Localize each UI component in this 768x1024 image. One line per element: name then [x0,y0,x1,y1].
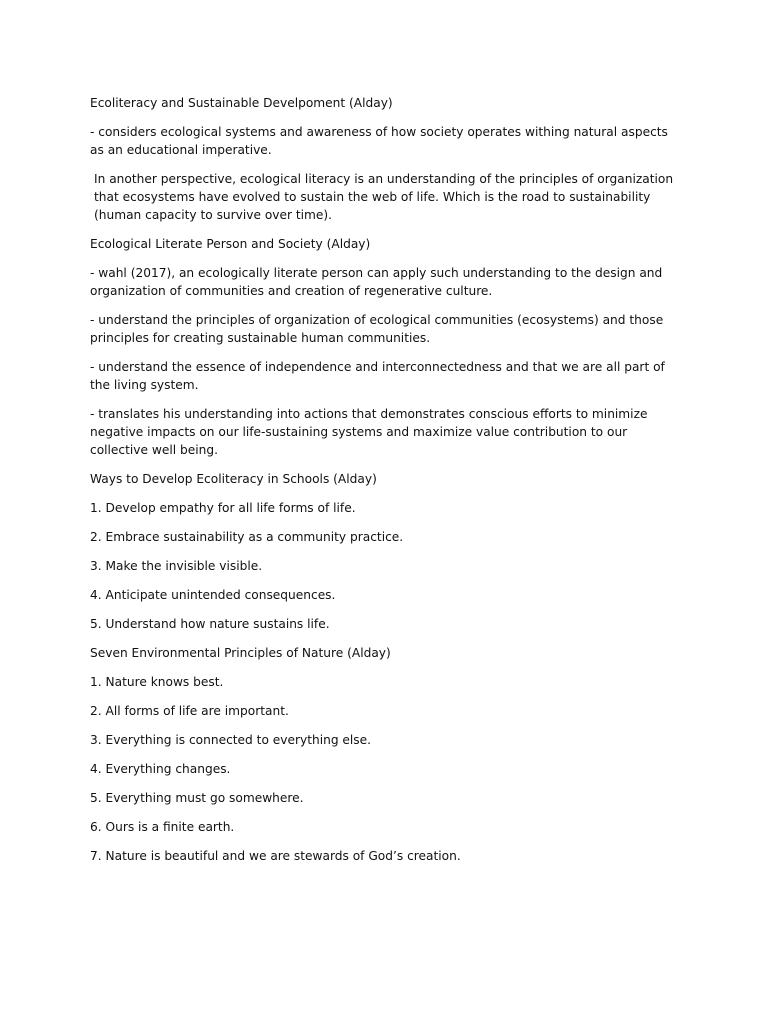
section-seven-principles [90,644,680,865]
section-heading: Ecoliteracy and Sustainable Develpoment (Alday) [90,96,393,110]
section-heading: Ecological Literate Person and Society (Alday) [90,237,371,251]
paragraph: In another perspective, ecological literacy is an understanding of the principles of organization that ecosystems have evolved to sustain the web of life. Which is the road to sustainability (human capacity to survive over time). [94,172,674,222]
document-page [90,94,680,876]
list-item: 6. Ours is a finite earth. [90,820,235,834]
paragraph: - translates his understanding into actions that demonstrates conscious efforts to minimize negative impacts on our life-sustaining systems and maximize value contribution to our collective well being. [90,407,648,457]
list-item: 5. Understand how nature sustains life. [90,617,330,631]
list-item: 2. Embrace sustainability as a community practice. [90,530,404,544]
section-ways-to-develop [90,470,680,633]
list-item: 5. Everything must go somewhere. [90,791,304,805]
section-heading: Ways to Develop Ecoliteracy in Schools (Alday) [90,472,377,486]
list-item: 7. Nature is beautiful and we are stewards of God’s creation. [90,849,461,863]
list-item: 2. All forms of life are important. [90,704,289,718]
section-ecological-literate-person [90,235,680,459]
paragraph: - considers ecological systems and awareness of how society operates withing natural aspects as an educational imperative. [90,125,668,157]
list-item: 4. Everything changes. [90,762,231,776]
list-item: 1. Develop empathy for all life forms of life. [90,501,356,515]
paragraph: - understand the essence of independence and interconnectedness and that we are all part of the living system. [90,360,665,392]
paragraph: - understand the principles of organization of ecological communities (ecosystems) and those principles for creating sustainable human communities. [90,313,664,345]
list-item: 3. Everything is connected to everything else. [90,733,372,747]
list-item: 1. Nature knows best. [90,675,224,689]
list-item: 3. Make the invisible visible. [90,559,263,573]
section-heading: Seven Environmental Principles of Nature (Alday) [90,646,391,660]
section-ecoliteracy [90,94,680,224]
paragraph: - wahl (2017), an ecologically literate person can apply such understanding to the design and organization of communities and creation of regenerative culture. [90,266,663,298]
list-item: 4. Anticipate unintended consequences. [90,588,336,602]
